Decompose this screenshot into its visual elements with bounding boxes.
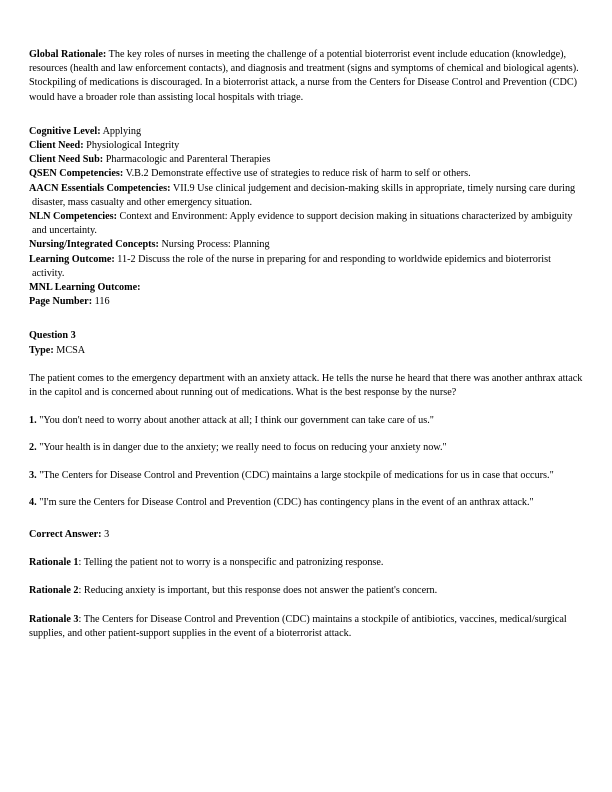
metadata-value: V.B.2 Demonstrate effective use of strategies to reduce risk of harm to self or others. [123, 168, 471, 180]
rationale-label: Rationale 1 [29, 557, 79, 569]
metadata-learning-outcome [29, 253, 583, 281]
answer-option-text: "Your health is in danger due to the anxiety; we really need to focus on reducing your anxiety now." [36, 442, 447, 454]
metadata-client-need-sub [29, 153, 583, 167]
metadata-label: Client Need Sub: [29, 154, 104, 166]
metadata-label: MNL Learning Outcome: [29, 282, 141, 294]
metadata-label: Learning Outcome: [29, 253, 115, 265]
rationale-label: Rationale 3 [29, 613, 79, 625]
metadata-value: Physiological Integrity [83, 140, 180, 152]
rationale-text: : Reducing anxiety is important, but this response does not answer the patient's concern. [78, 585, 438, 597]
metadata-mnl-learning-outcome [29, 281, 583, 295]
answer-option-number: 3. [29, 469, 37, 481]
rationale-text: : The Centers for Disease Control and Prevention (CDC) maintains a stockpile of antibiotics, vaccines, medical/surgical supplies, and other patient-support supplies in the event of a bioterrorist attack. [29, 613, 567, 639]
rationale-3 [29, 613, 583, 641]
question-type [29, 344, 583, 358]
metadata-nln-competencies [29, 210, 583, 238]
metadata-value: Nursing Process: Planning [158, 239, 270, 251]
metadata-label: Page Number: [29, 296, 93, 308]
metadata-label: QSEN Competencies: [29, 168, 124, 180]
question-type-value: MCSA [53, 344, 86, 356]
spacer [29, 599, 583, 613]
metadata-cognitive-level [29, 125, 583, 139]
metadata-value: Pharmacologic and Parenteral Therapies [103, 154, 271, 166]
rationale-label: Rationale 2 [29, 585, 79, 597]
rationale-2 [29, 584, 583, 598]
rationale-1 [29, 556, 583, 570]
metadata-label: Cognitive Level: [29, 125, 101, 137]
answer-options-list [29, 414, 583, 510]
answer-option-text: "I'm sure the Centers for Disease Control and Prevention (CDC) has contingency plans in the event of an anthrax attack." [36, 496, 534, 508]
metadata-label: Nursing/Integrated Concepts: [29, 239, 159, 251]
rationale-text: : Telling the patient not to worry is a nonspecific and patronizing response. [78, 557, 384, 569]
metadata-label: AACN Essentials Competencies: [29, 182, 171, 194]
metadata-client-need [29, 139, 583, 153]
answer-option-1[interactable] [29, 414, 583, 428]
rationale-list [29, 556, 583, 641]
question-stem: The patient comes to the emergency department with an anxiety attack. He tells the nurse he heard that there was another anthrax attack in the capitol and is concerned about running out of medications. What is the best response by the nurse? [29, 372, 583, 399]
global-rationale-paragraph [29, 48, 583, 105]
metadata-value: 11-2 Discuss the role of the nurse in preparing for and responding to worldwide epidemics and bioterrorist activity. [32, 253, 551, 279]
question-type-label: Type: [29, 344, 54, 356]
answer-option-2[interactable] [29, 441, 583, 455]
global-rationale-text: The key roles of nurses in meeting the challenge of a potential bioterrorist event include education (knowledge), resources (health and law enforcement contacts), and diagnosis and treatment (signs and symptoms of chemical and biological agents). Stockpiling of medications is discouraged. In a bioterrorist attack, a nurse from the Centers for Disease Control and Prevention (CDC) would have a broader role than assisting local hospitals with triage. [29, 49, 579, 103]
answer-option-number: 2. [29, 442, 37, 454]
metadata-qsen-competencies [29, 167, 583, 181]
spacer [29, 542, 583, 556]
metadata-value: VII.9 Use clinical judgement and decision-making skills in appropriate, timely nursing care during disaster, mass casualty and other emergency situation. [32, 182, 576, 208]
answer-option-3[interactable] [29, 469, 583, 483]
answer-option-text: "You don't need to worry about another attack at all; I think our government can take care of us." [36, 415, 434, 427]
spacer [29, 570, 583, 584]
correct-answer-value: 3 [101, 529, 110, 541]
spacer [29, 400, 583, 414]
answer-option-number: 4. [29, 496, 37, 508]
metadata-aacn-essentials-competencies [29, 182, 583, 210]
spacer [29, 105, 583, 125]
metadata-nursing-integrated-concepts [29, 238, 583, 252]
answer-option-4[interactable] [29, 496, 583, 510]
correct-answer-label: Correct Answer: [29, 529, 102, 541]
spacer [29, 358, 583, 372]
page-content [29, 48, 583, 641]
metadata-label: NLN Competencies: [29, 211, 117, 223]
global-rationale-label: Global Rationale: [29, 49, 107, 60]
spacer [29, 309, 583, 329]
metadata-value: Applying [100, 125, 142, 137]
answer-option-text: "The Centers for Disease Control and Prevention (CDC) maintains a large stockpile of medications for us in case that occurs." [36, 469, 554, 481]
metadata-block [29, 125, 583, 310]
metadata-value: 116 [92, 296, 110, 308]
question-heading: Question 3 [29, 330, 76, 342]
answer-option-number: 1. [29, 415, 37, 427]
metadata-label: Client Need: [29, 140, 84, 152]
metadata-value: Context and Environment: Apply evidence to support decision making in situations characterized by ambiguity and uncertainty. [32, 211, 573, 237]
correct-answer [29, 528, 583, 542]
metadata-page-number [29, 295, 583, 309]
